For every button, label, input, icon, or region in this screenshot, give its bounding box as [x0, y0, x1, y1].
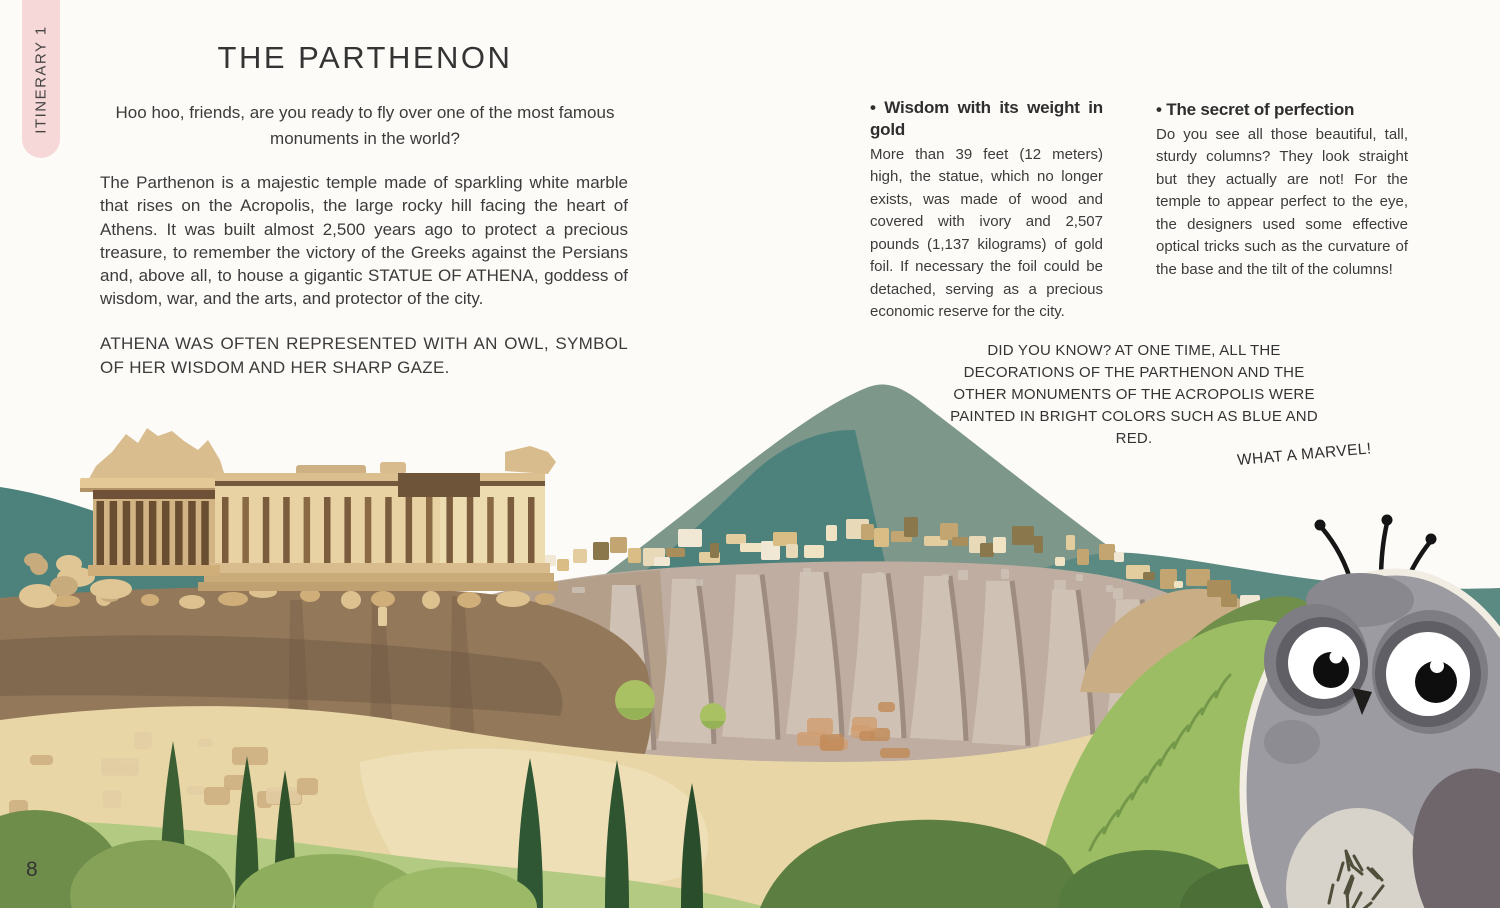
did-you-know-note: DID YOU KNOW? AT ONE TIME, ALL THE DECORATIONS OF THE PARTHENON AND THE OTHER MONUMENTS OF THE ACROPOLIS WERE PAINTED IN BRIGHT COLORS SUCH AS BLUE AND RED. [950, 342, 1318, 448]
page-number: 8 [26, 858, 38, 881]
sidebar-wisdom [870, 97, 1103, 324]
sidebar-body: More than 39 feet (12 meters) high, the statue, which no longer exists, was made of wood and covered with ivory and 2,507 pounds (1,137 kilograms) of gold foil. If necessary the foil could be detached, serving as a precious economic reserve for the city. [870, 145, 1103, 320]
athena-paragraph: ATHENA WAS OFTEN REPRESENTED WITH AN OWL, SYMBOL OF HER WISDOM AND HER SHARP GAZE. [100, 334, 628, 377]
sidebar-body: Do you see all those beautiful, tall, sturdy columns? They look straight but they actually are not! For the temple to appear perfect to the eye, the designers used some effective optical tricks such as the curvature of the base and the tilt of the columns! [1156, 125, 1408, 278]
parthenon-temple [80, 428, 558, 591]
marvel-exclamation: WHAT A MARVEL! [1236, 440, 1373, 470]
page-title: THE PARTHENON [217, 40, 513, 75]
sidebar-heading: • Wisdom with its weight in gold [870, 98, 1103, 139]
itinerary-tab [22, 0, 60, 158]
sidebar-perfection [1156, 99, 1408, 281]
sidebar-heading: • The secret of perfection [1156, 100, 1355, 119]
owl-character [1243, 515, 1500, 908]
intro-text: Hoo hoo, friends, are you ready to fly over one of the most famous monuments in the world? [115, 103, 615, 148]
body-paragraph: The Parthenon is a majestic temple made of sparkling white marble that rises on the Acropolis, the large rocky hill facing the heart of Athens. It was built almost 2,500 years ago to protect a precious treasure, to remember the victory of the Greeks against the Persians and, above all, to house a gigantic STATUE OF ATHENA, goddess of wisdom, war, and the arts, and protector of the city. [100, 173, 628, 309]
itinerary-tab-label: ITINERARY 1 [32, 24, 50, 134]
